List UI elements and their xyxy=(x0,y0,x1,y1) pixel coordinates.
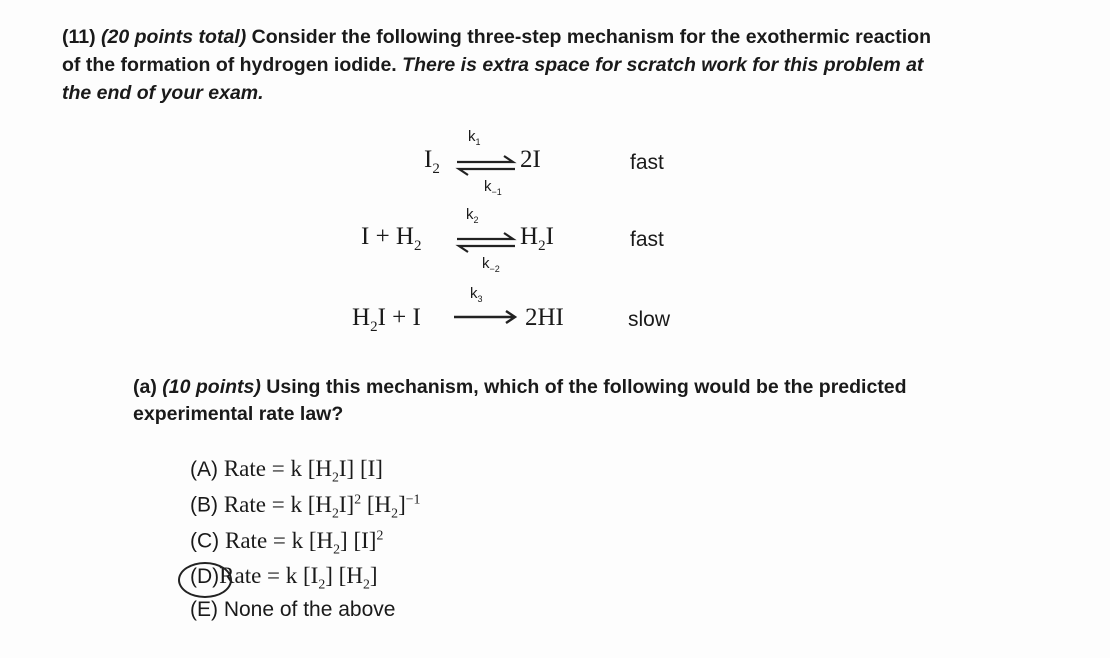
formula-text: I xyxy=(424,146,433,173)
formula-text: I] [I] xyxy=(338,456,383,481)
question-line-2 xyxy=(62,51,923,79)
products xyxy=(520,146,541,174)
k-reverse xyxy=(482,255,500,274)
k-forward xyxy=(468,128,481,147)
choice-letter: (D) xyxy=(190,565,220,588)
choice-a[interactable] xyxy=(190,456,383,486)
rate-law xyxy=(225,527,384,557)
equilibrium-arrow-icon xyxy=(455,155,517,177)
formula-text: Rate = k [H xyxy=(223,456,332,481)
subscript: 2 xyxy=(331,505,339,521)
step-speed: slow xyxy=(628,308,671,331)
formula-text: k xyxy=(468,128,476,145)
reactants xyxy=(361,223,421,255)
superscript: 2 xyxy=(354,491,362,506)
choice-letter: (B) xyxy=(190,493,218,517)
subscript: −2 xyxy=(489,264,500,274)
subscript: 1 xyxy=(475,137,481,147)
formula-text: ] [H xyxy=(325,563,363,588)
step-speed: fast xyxy=(630,228,664,251)
formula-text: Rate = k [H xyxy=(225,527,334,553)
answer-circle-mark xyxy=(178,562,232,598)
subscript: 2 xyxy=(473,215,479,225)
formula-text: I xyxy=(545,223,554,250)
choice-letter: (A) xyxy=(190,458,218,481)
question-text-2: of the formation of hydrogen iodide. xyxy=(62,54,403,76)
part-label: (a) xyxy=(133,376,157,398)
subscript: −1 xyxy=(491,187,502,197)
subscript: 2 xyxy=(333,541,341,557)
rate-law xyxy=(223,456,383,485)
question-line-3 xyxy=(62,79,264,107)
subscript: 2 xyxy=(391,505,399,521)
choice-letter: (C) xyxy=(190,529,220,553)
question-line-1 xyxy=(62,23,931,51)
products xyxy=(525,304,564,332)
formula-text: H xyxy=(352,304,371,331)
subscript: 2 xyxy=(362,576,370,592)
formula-text: 2I xyxy=(520,146,541,173)
formula-text: ] xyxy=(369,563,378,588)
formula-text: H xyxy=(520,223,539,250)
choice-e[interactable] xyxy=(190,598,395,622)
reactants xyxy=(352,304,421,336)
formula-text: ] xyxy=(398,491,406,517)
choice-letter: (E) xyxy=(190,598,218,621)
part-a-line-1 xyxy=(133,373,907,401)
question-bold-text: exothermic reaction xyxy=(745,26,932,48)
subscript: 2 xyxy=(370,319,378,335)
rate-law xyxy=(219,563,378,592)
part-a-line-2 xyxy=(133,400,343,428)
superscript: −1 xyxy=(405,491,421,506)
choice-c[interactable] xyxy=(190,527,383,557)
formula-text: Rate = k [H xyxy=(223,491,332,517)
formula-text: I + H xyxy=(361,223,414,250)
choice-text: None of the above xyxy=(218,598,396,621)
question-points: (20 points total) xyxy=(101,26,247,48)
formula-text: [H xyxy=(361,491,392,517)
reactants xyxy=(424,146,440,178)
subscript: 3 xyxy=(477,294,483,304)
formula-text: k xyxy=(484,178,492,195)
products xyxy=(520,223,554,255)
k-forward xyxy=(470,285,483,304)
formula-text: 2HI xyxy=(525,304,564,331)
formula-text: I] xyxy=(338,491,355,517)
k-forward xyxy=(466,206,479,225)
question-text: Consider the following three-step mechanism for the xyxy=(246,26,746,48)
equilibrium-arrow-icon xyxy=(455,232,517,254)
choice-b[interactable] xyxy=(190,491,420,521)
question-number: (11) xyxy=(62,26,96,48)
k-reverse xyxy=(484,178,502,197)
part-text-2: experimental rate law? xyxy=(133,403,344,425)
subscript: 2 xyxy=(318,576,326,592)
question-note: There is extra space for scratch work for this problem at xyxy=(402,54,924,76)
question-note-2: the end of your exam. xyxy=(62,82,264,104)
subscript: 2 xyxy=(538,238,546,254)
formula-text: k xyxy=(470,285,478,302)
superscript: 2 xyxy=(376,527,384,542)
subscript: 2 xyxy=(432,161,440,177)
part-points: (10 points) xyxy=(162,376,261,398)
part-text: Using this mechanism, which of the following would be the predicted xyxy=(260,376,907,398)
step-speed: fast xyxy=(630,151,664,174)
formula-text: Rate = k [I xyxy=(219,563,319,588)
subscript: 2 xyxy=(331,469,339,485)
rate-law xyxy=(223,491,421,521)
arrow-right-icon xyxy=(452,309,518,325)
formula-text: k xyxy=(466,206,474,223)
formula-text: ] [I] xyxy=(340,527,377,553)
subscript: 2 xyxy=(413,238,422,254)
formula-text: k xyxy=(482,255,490,272)
formula-text: I + I xyxy=(377,304,421,331)
